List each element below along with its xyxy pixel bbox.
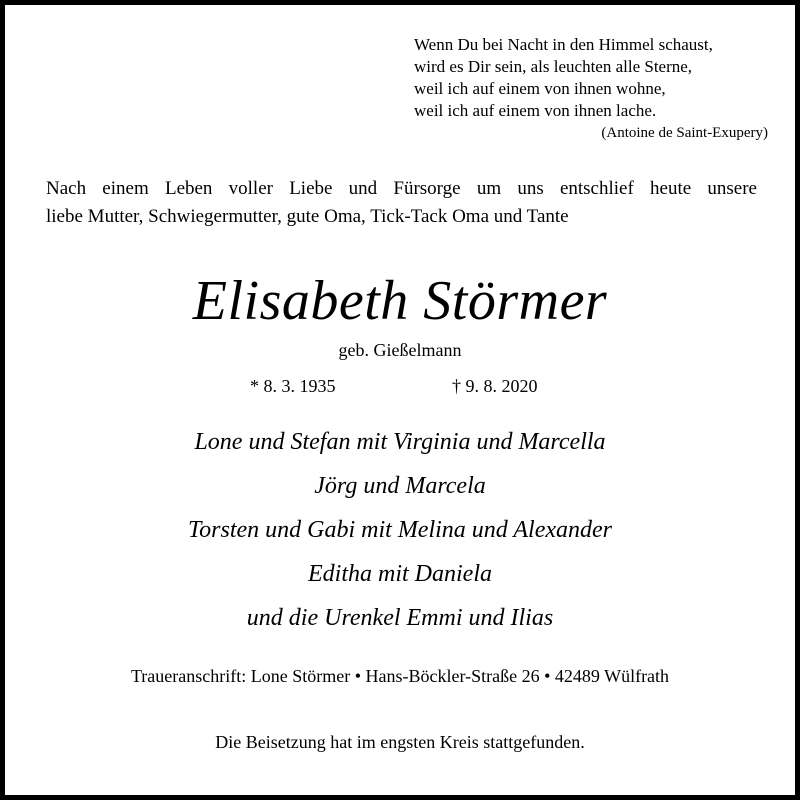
- poem-line: Wenn Du bei Nacht in den Himmel schaust,: [414, 35, 713, 54]
- poem-line: weil ich auf einem von ihnen lache.: [414, 101, 657, 120]
- mourner-line: Jörg und Marcela: [314, 473, 486, 499]
- intro-text: [46, 175, 757, 231]
- poem-line: weil ich auf einem von ihnen wohne,: [414, 79, 666, 98]
- birth-date: * 8. 3. 1935: [250, 376, 336, 396]
- poem-source: (Antoine de Saint-Exupery): [601, 125, 768, 141]
- birth-name: geb. Gießelmann: [338, 340, 462, 360]
- mourners-list: [0, 420, 800, 640]
- mourner-line: Lone und Stefan mit Virginia und Marcella: [194, 429, 606, 455]
- intro-line: liebe Mutter, Schwiegermutter, gute Oma, Tick-Tack Oma und Tante: [46, 206, 569, 227]
- poem-line: wird es Dir sein, als leuchten alle Sterne,: [414, 57, 693, 76]
- poem-quote: [414, 34, 784, 144]
- mourning-address: Traueranschrift: Lone Störmer • Hans-Böckler-Straße 26 • 42489 Wülfrath: [130, 666, 670, 686]
- intro-line: Nach einem Leben voller Liebe und Fürsorge um uns entschlief heute unsere: [46, 178, 757, 199]
- mourner-line: und die Urenkel Emmi und Ilias: [246, 605, 554, 631]
- mourner-line: Editha mit Daniela: [308, 561, 492, 587]
- mourner-line: Torsten und Gabi mit Melina und Alexander: [188, 517, 612, 543]
- death-date: † 9. 8. 2020: [452, 376, 538, 396]
- deceased-name: Elisabeth Störmer: [192, 270, 608, 332]
- burial-note: Die Beisetzung hat im engsten Kreis stattgefunden.: [215, 732, 585, 752]
